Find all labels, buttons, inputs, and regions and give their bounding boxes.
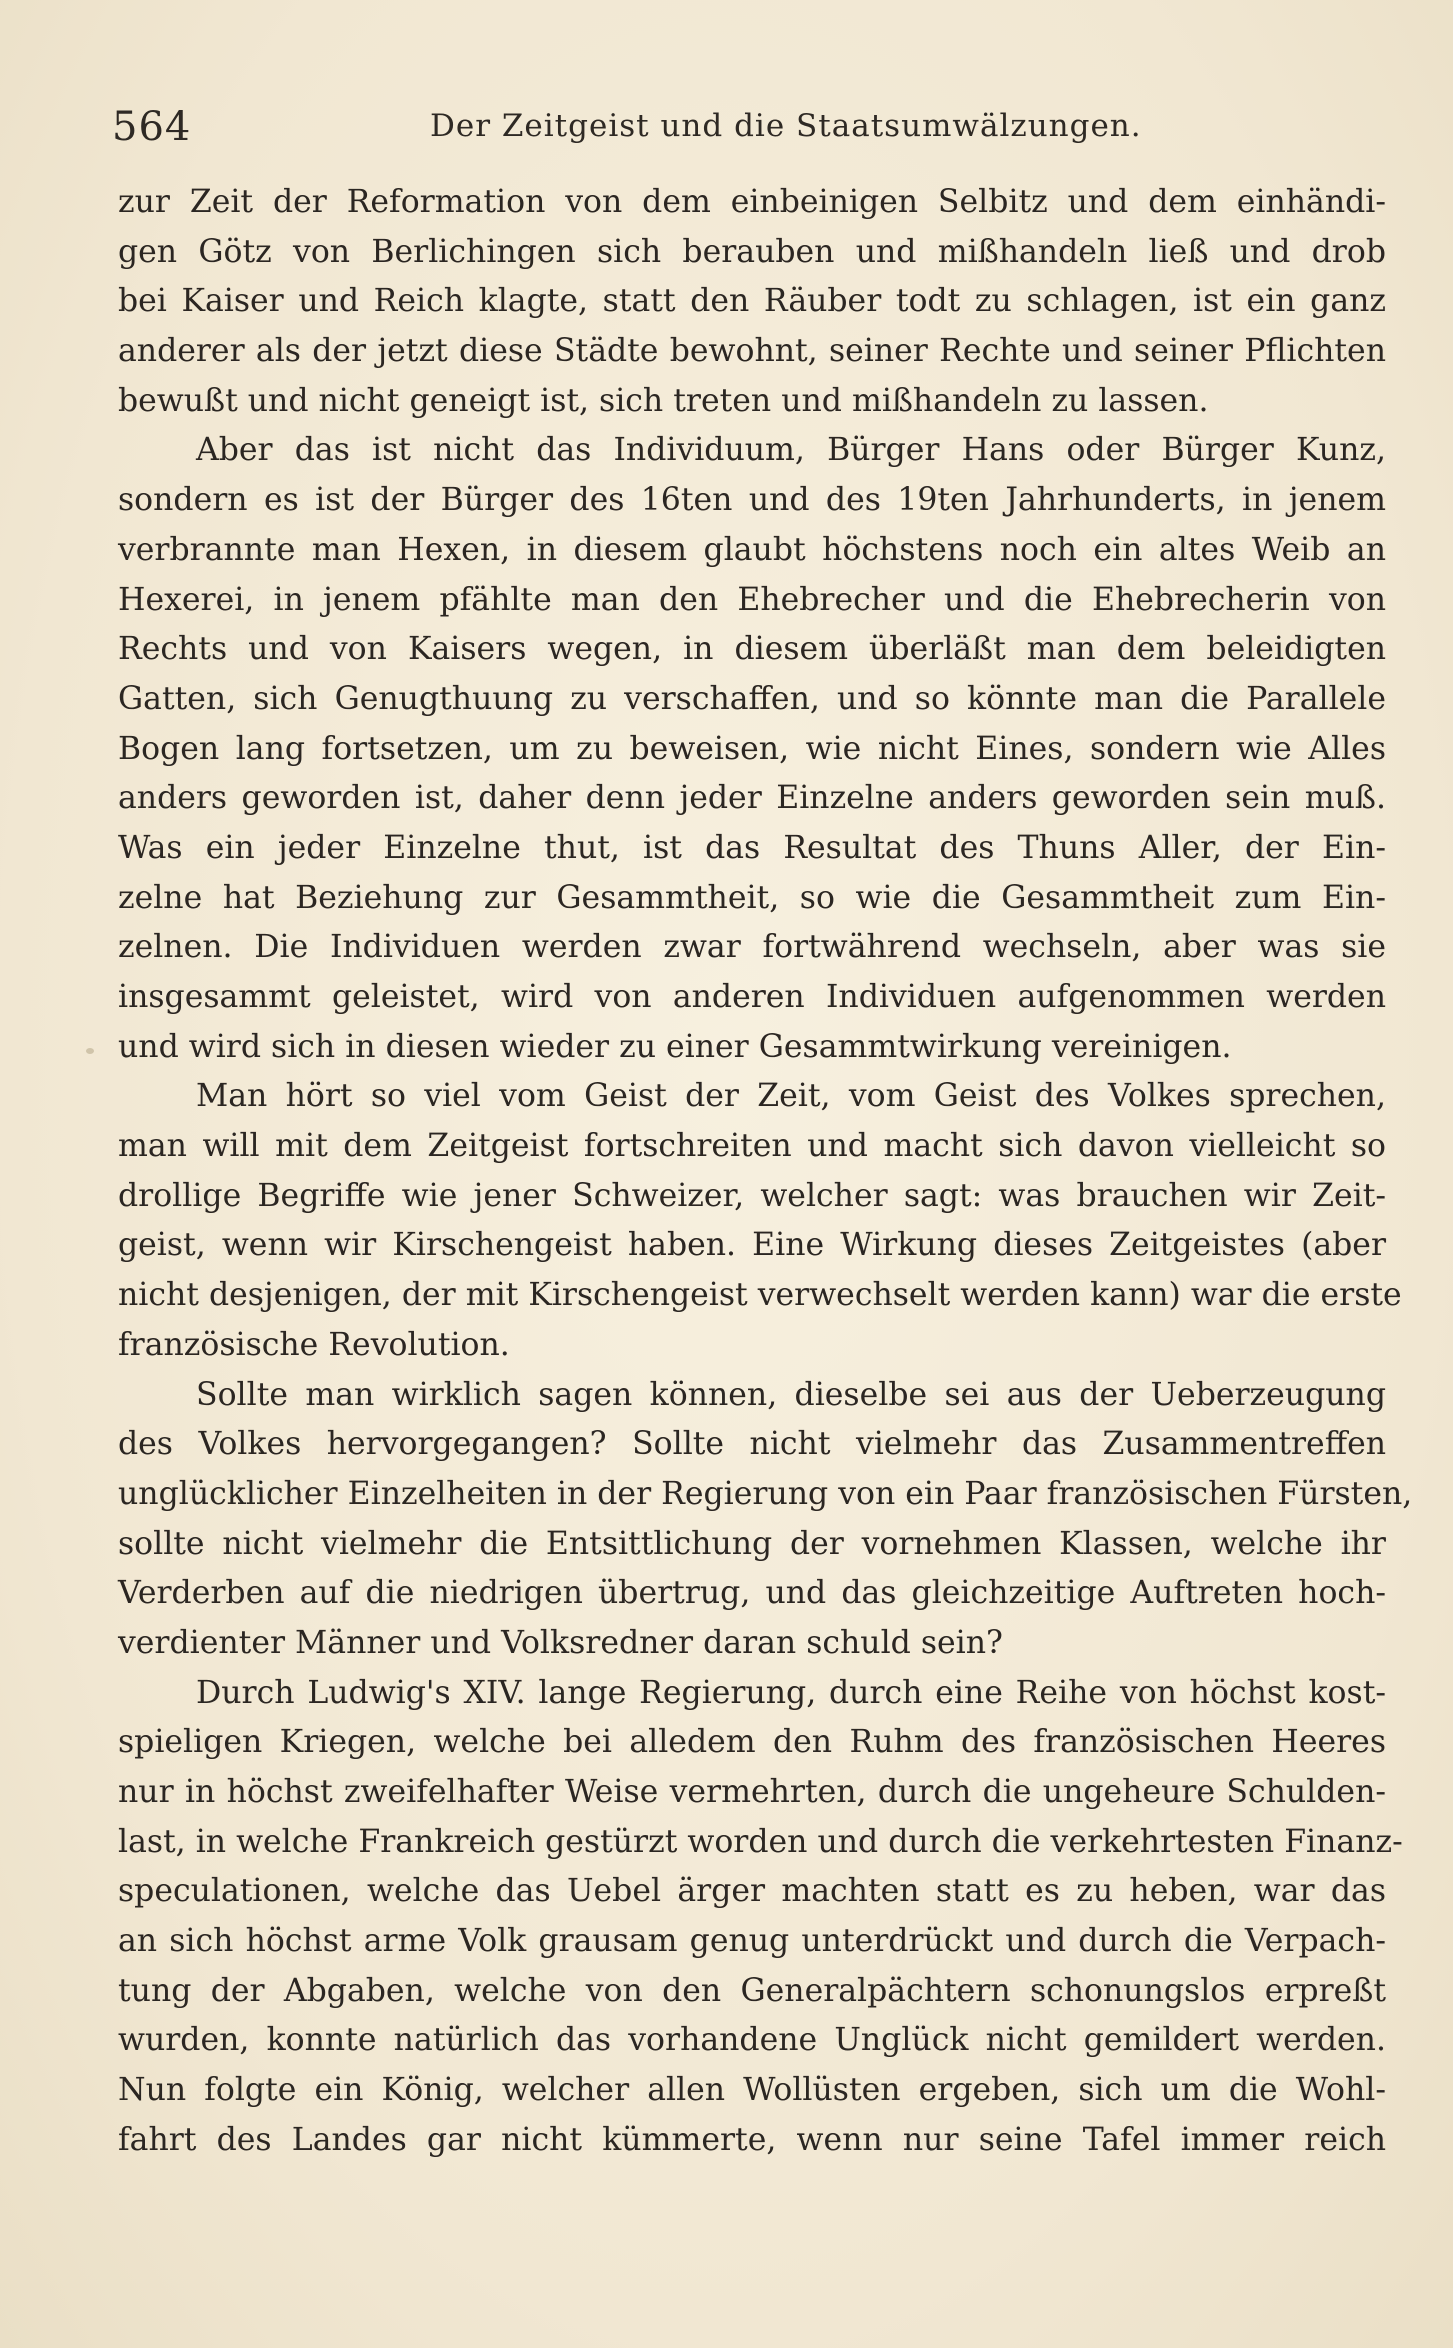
text-line: fahrt des Landes gar nicht kümmerte, wenn nur seine Tafel immer reich xyxy=(118,2121,1386,2158)
text-line: anders geworden ist, daher denn jeder Einzelne anders geworden sein muß. xyxy=(118,780,1386,817)
text-line: speculationen, welche das Uebel ärger machten statt es zu heben, war das xyxy=(118,1873,1386,1910)
text-line: zelnen. Die Individuen werden zwar fortwährend wechseln, aber was sie xyxy=(118,929,1386,966)
text-line: Was ein jeder Einzelne thut, ist das Resultat des Thuns Aller, der Ein- xyxy=(118,829,1386,866)
text-line: Man hört so viel vom Geist der Zeit, vom Geist des Volkes sprechen, xyxy=(196,1078,1386,1115)
text-line: sondern es ist der Bürger des 16ten und des 19ten Jahrhunderts, in jenem xyxy=(118,482,1386,519)
text-line: nur in höchst zweifelhafter Weise vermehrten, durch die ungeheure Schulden- xyxy=(118,1774,1386,1810)
text-line: drollige Begriffe wie jener Schweizer, welcher sagt: was brauchen wir Zeit- xyxy=(118,1177,1386,1214)
text-line: Hexerei, in jenem pfählte man den Ehebrecher und die Ehebrecherin von xyxy=(118,581,1386,618)
text-line: verdienter Männer und Volksredner daran schuld sein? xyxy=(118,1624,1003,1661)
text-line: spieligen Kriegen, welche bei alledem den Ruhm des französischen Heeres xyxy=(118,1724,1386,1761)
text-line: Nun folgte ein König, welcher allen Wollüsten ergeben, sich um die Wohl- xyxy=(118,2072,1386,2109)
running-head: Der Zeitgeist und die Staatsumwälzungen. xyxy=(430,108,1142,144)
text-line: Rechts und von Kaisers wegen, in diesem überläßt man dem beleidigten xyxy=(118,631,1386,668)
text-line: bewußt und nicht geneigt ist, sich treten und mißhandeln zu lassen. xyxy=(118,382,1209,419)
text-line: insgesammt geleistet, wird von anderen Individuen aufgenommen werden xyxy=(118,979,1386,1015)
text-line: Verderben auf die niedrigen übertrug, und das gleichzeitige Auftreten hoch- xyxy=(118,1575,1386,1612)
text-line: und wird sich in diesen wieder zu einer Gesammtwirkung vereinigen. xyxy=(118,1028,1232,1065)
text-line: bei Kaiser und Reich klagte, statt den Räuber todt zu schlagen, ist ein ganz xyxy=(118,283,1386,320)
text-line: anderer als der jetzt diese Städte bewohnt, seiner Rechte und seiner Pflichten xyxy=(118,333,1386,370)
body-text xyxy=(118,178,1413,2166)
text-line: geist, wenn wir Kirschengeist haben. Eine Wirkung dieses Zeitgeistes (aber xyxy=(118,1227,1386,1264)
text-line: zelne hat Beziehung zur Gesammtheit, so wie die Gesammtheit zum Ein- xyxy=(118,879,1386,916)
text-line: tung der Abgaben, welche von den Generalpächtern schonungslos erpreßt xyxy=(118,1972,1386,2009)
text-line: französische Revolution. xyxy=(118,1326,510,1363)
text-line: unglücklicher Einzelheiten in der Regierung von ein Paar französischen Fürsten, xyxy=(118,1475,1413,1512)
page-header xyxy=(112,104,1392,164)
paper-stain xyxy=(86,1048,94,1054)
text-line: nicht desjenigen, der mit Kirschengeist verwechselt werden kann) war die erste xyxy=(118,1277,1402,1314)
text-line: des Volkes hervorgegangen? Sollte nicht vielmehr das Zusammentreffen xyxy=(118,1426,1386,1463)
page-number: 564 xyxy=(112,104,192,150)
text-line: verbrannte man Hexen, in diesem glaubt höchstens noch ein altes Weib an xyxy=(118,531,1386,568)
text-line: last, in welche Frankreich gestürzt worden und durch die verkehrtesten Finanz- xyxy=(118,1823,1403,1860)
text-line: Bogen lang fortsetzen, um zu beweisen, wie nicht Eines, sondern wie Alles xyxy=(118,730,1386,767)
text-line: gen Götz von Berlichingen sich berauben und mißhandeln ließ und drob xyxy=(118,233,1386,270)
text-line: zur Zeit der Reformation von dem einbeinigen Selbitz und dem einhändi- xyxy=(118,184,1386,220)
text-line: Aber das ist nicht das Individuum, Bürger Hans oder Bürger Kunz, xyxy=(196,432,1386,469)
text-line: sollte nicht vielmehr die Entsittlichung der vornehmen Klassen, welche ihr xyxy=(118,1525,1386,1562)
text-line: Durch Ludwig's XIV. lange Regierung, durch eine Reihe von höchst kost- xyxy=(196,1674,1386,1711)
text-line: man will mit dem Zeitgeist fortschreiten und macht sich davon vielleicht so xyxy=(118,1128,1386,1165)
text-line: Gatten, sich Genugthuung zu verschaffen, und so könnte man die Parallele xyxy=(118,680,1386,717)
text-line: an sich höchst arme Volk grausam genug unterdrückt und durch die Verpach- xyxy=(118,1923,1386,1960)
text-line: Sollte man wirklich sagen können, dieselbe sei aus der Ueberzeugung xyxy=(196,1376,1386,1413)
text-line: wurden, konnte natürlich das vorhandene Unglück nicht gemildert werden. xyxy=(118,2022,1386,2059)
